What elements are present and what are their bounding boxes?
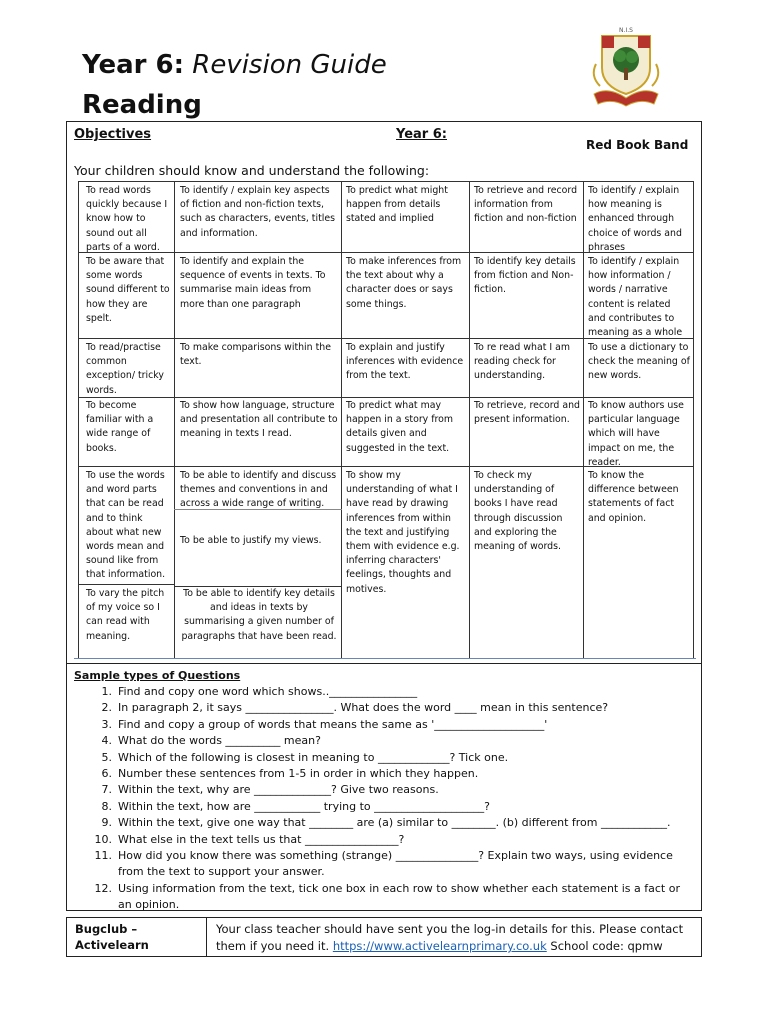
objective-col2-row6: To be able to justify my views.	[180, 535, 322, 546]
questions-heading: Sample types of Questions	[74, 669, 241, 682]
list-item: 11. How did you know there was something (strange) _______________? Explain two ways, using evidence from the text to support your answer.	[94, 849, 673, 879]
objective-col2-row2: To identify and explain the sequence of events in texts. To summarise main ideas from more than one paragraph	[180, 256, 326, 310]
objective-col2-row4: To show how language, structure and presentation all contribute to meaning in texts I read.	[180, 400, 338, 440]
year-heading: Year 6:	[396, 127, 447, 142]
list-item: 4. What do the words __________ mean?	[101, 734, 321, 748]
objective-col4-row1: To retrieve and record information from fiction and non-fiction	[474, 185, 578, 225]
objectives-intro: Your children should know and understand the following:	[74, 163, 430, 178]
bugclub-instructions: Your class teacher should have sent you the log-in details for this. Please contact them if you need it. https://www.activelearnprimary.co.uk School code: qpmw	[216, 922, 684, 953]
book-band-label: Red Book Band	[586, 138, 689, 152]
page-title-year	[82, 50, 387, 80]
objective-col2-row5: To be able to identify and discuss themes and conventions in and across a wide range of writing.	[180, 470, 337, 510]
school-crest-logo	[588, 24, 664, 110]
objective-col3-row2: To make inferences from the text about why a character does or says some things.	[346, 256, 462, 310]
page-title-subject: Reading	[82, 90, 202, 120]
bugclub-label: Bugclub – Activelearn	[75, 922, 149, 952]
objective-col4-row4: To retrieve, record and present information.	[474, 400, 581, 426]
objective-col3-row1: To predict what might happen from details stated and implied	[346, 185, 448, 225]
objective-col5-row3: To use a dictionary to check the meaning of new words.	[588, 342, 690, 382]
list-item: 6. Number these sentences from 1-5 in order in which they happen.	[101, 767, 479, 781]
objective-col1-row3: To read/practise common exception/ tricky words.	[86, 342, 164, 396]
objective-col3-row4: To predict what may happen in a story from details given and suggested in the text.	[346, 400, 454, 454]
objective-col5-row2: To identify / explain how information / words / narrative content is related and contributes to meaning as a whole	[588, 256, 683, 339]
objective-col2-row1: To identify / explain key aspects of fiction and non-fiction texts, such as characters, events, titles and information.	[180, 185, 336, 239]
list-item: 3. Find and copy a group of words that means the same as '____________________'	[101, 717, 548, 731]
list-item: 7. Within the text, why are ______________? Give two reasons.	[101, 783, 439, 797]
objective-col4-row3: To re read what I am reading check for understanding.	[474, 342, 570, 382]
questions-list	[92, 684, 696, 914]
objective-col2-row3: To make comparisons within the text.	[180, 342, 331, 368]
list-item: 12. Using information from the text, tick one box in each row to show whether each statement is a fact or an opinion.	[94, 881, 680, 912]
objective-col1-row4: To become familiar with a wide range of books.	[86, 400, 154, 454]
objective-col1-row2: To be aware that some words sound different to how they are spelt.	[86, 256, 170, 324]
list-item: 5. Which of the following is closest in meaning to _____________? Tick one.	[101, 750, 509, 764]
objective-col4-row2: To identify key details from fiction and Non-fiction.	[474, 256, 576, 296]
list-item: 8. Within the text, how are ____________ trying to ____________________?	[101, 799, 490, 813]
activelearn-link[interactable]: https://www.activelearnprimary.co.uk	[332, 939, 547, 953]
section-divider	[66, 663, 702, 664]
objective-col2-row7: To be able to identify key details and ideas in texts by summarising a given number of paragraphs that have been read.	[181, 588, 337, 642]
list-item: 9. Within the text, give one way that ________ are (a) similar to ________. (b) different from ____________.	[101, 816, 671, 830]
objectives-heading: Objectives	[74, 127, 152, 142]
objective-col5-row5: To know the difference between statements of fact and opinion.	[588, 470, 679, 524]
objective-col5-row1: To identify / explain how meaning is enhanced through choice of words and phrases	[588, 185, 682, 253]
objective-col4-row5: To check my understanding of books I have read through discussion and exploring the meaning of words.	[474, 470, 563, 553]
bugclub-divider	[206, 917, 207, 957]
objective-col1-row5: To use the words and word parts that can be read and to think about what new words mean and sound like from that information.	[86, 470, 166, 581]
list-item: 10. What else in the text tells us that _________________?	[94, 832, 405, 846]
crest-text: N.I.S	[619, 27, 633, 34]
objective-col3-row3: To explain and justify inferences with evidence from the text.	[346, 342, 464, 382]
title-year: Year 6:	[82, 50, 184, 80]
objective-col1-row1: To read words quickly because I know how to sound out all parts of a word.	[86, 185, 168, 253]
objective-col3-row5: To show my understanding of what I have read by drawing inferences from within the text and justifying them with evidence e.g. inferring characters' feelings, thoughts and motives.	[346, 470, 460, 595]
objective-col5-row4: To know authors use particular language which will have impact on me, the reader.	[588, 400, 684, 468]
list-item: 2. In paragraph 2, it says ________________. What does the word ____ mean in this sentence?	[101, 701, 609, 715]
list-item: 1. Find and copy one word which shows..________________	[101, 685, 418, 698]
objective-col1-row6: To vary the pitch of my voice so I can read with meaning.	[86, 588, 165, 642]
table-underline	[74, 658, 696, 659]
title-subtitle: Revision Guide	[192, 50, 387, 80]
